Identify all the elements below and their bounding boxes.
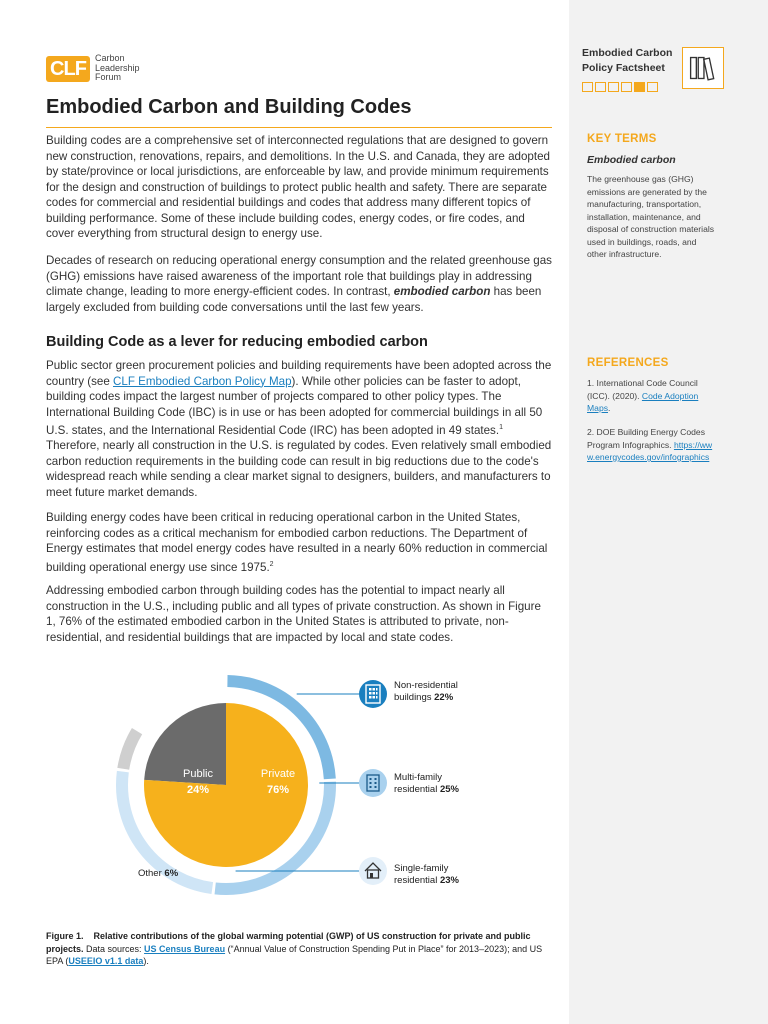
policy-map-link[interactable]: CLF Embodied Carbon Policy Map xyxy=(113,374,292,388)
paragraph-figure-intro: Addressing embodied carbon through building codes has the potential to impact nearly all construction in the U.S., including public and all types of private construction. As shown in Figure 1, 76% of the estimated embodied carbon in the United States is attributed to private, non-residential, and residential buildings that are impacted by local and state codes. xyxy=(46,584,541,644)
private-label: Private 76% xyxy=(260,768,296,796)
books-icon xyxy=(682,47,724,89)
progress-step xyxy=(647,82,658,92)
public-label: Public 24% xyxy=(183,768,213,796)
embodied-carbon-emphasis: embodied carbon xyxy=(393,285,491,298)
outer-arc-other xyxy=(123,731,137,769)
reference-2: 2. DOE Building Energy Codes Program Infographics. https://www.energycodes.gov/infographics xyxy=(587,427,713,462)
multifamily-label: Multi-family residential 25% xyxy=(394,772,459,795)
nonresidential-label: Non-residential buildings 22% xyxy=(394,680,458,703)
other-label: Other 6% xyxy=(138,868,179,879)
singlefamily-value: 23% xyxy=(439,875,459,886)
sidebar xyxy=(569,0,768,1024)
progress-step xyxy=(634,82,645,92)
nonresidential-value: 22% xyxy=(434,692,454,703)
figure-1 xyxy=(46,660,552,900)
paragraph-intro: Building codes are a comprehensive set of interconnected regulations that are designed to govern new construction, renovations, repairs, and demolitions. In the U.S. and Canada, they are adopted by state/province or local jurisdictions, are enforceable by law, and provide minimum requirements for the design and construction of buildings to protect public health and safety. There are separate codes for commercial and residential buildings and codes that address many different topics of building performance. Some of these include building codes, energy codes, or fire codes, and cover everything from structural design to energy use. xyxy=(46,134,550,240)
apartment-building-icon xyxy=(359,769,387,797)
footnote-2[interactable]: 2 xyxy=(269,560,274,568)
clf-logo xyxy=(46,54,206,88)
factsheet-title: Embodied Carbon Policy Factsheet xyxy=(582,47,673,74)
figure-caption: Figure 1. Relative contributions of the global warming potential (GWP) of US construction for private and public projects. Data sources: US Census Bureau (“Annual Value of Construction Spending Put in Place” for 2013–2023); and US EPA (USEEIO v1.1 data). xyxy=(46,931,543,966)
paragraph-procurement: Public sector green procurement policies and building requirements have been adopted across the country (see CLF Embodied Carbon Policy Map). While other policies can be faster to adopt, building codes impact the largest number of projects compared to other policy types. The International Building Code (IBC) is in use or has been adopted for commercial buildings in all 50 U.S. states, and the International Residential Code (IRC) has been adopted in 49 states.$^1$ Therefore, nearly all construction in the U.S. is regulated by codes. Even relatively small embodied carbon reduction requirements in the building code can result in big reductions due to the code's widespread reach while sending a clear market signal to designers, builders, and manufacturers to meet future market demands. xyxy=(46,359,552,499)
code-adoption-maps-link[interactable]: Code Adoption Maps xyxy=(587,390,699,413)
term-embodied-carbon: Embodied carbon xyxy=(587,154,676,166)
factsheet-progress xyxy=(582,82,658,92)
singlefamily-label: Single-family residential 23% xyxy=(394,863,459,886)
other-value: 6% xyxy=(164,868,179,879)
useeio-link[interactable]: USEEIO v1.1 data xyxy=(68,956,144,966)
public-value: 24% xyxy=(186,784,210,796)
section-heading: Building Code as a lever for reducing embodied carbon xyxy=(46,334,428,350)
multifamily-value: 25% xyxy=(439,784,459,795)
logo-mark: CLF xyxy=(46,56,90,82)
references-heading: REFERENCES xyxy=(587,357,669,369)
key-terms-heading: KEY TERMS xyxy=(587,133,657,145)
census-link[interactable]: US Census Bureau xyxy=(144,943,226,954)
paragraph-energy-codes: Building energy codes have been critical in reducing operational carbon in the United States, reinforcing codes as a critical mechanism for embodied carbon reductions. The Department of Energy estimates that model energy codes have resulted in a nearly 60% reduction in commercial building operational energy use since 1975.$^2$ xyxy=(46,511,548,574)
paragraph-research: Decades of research on reducing operational energy consumption and the related greenhouse gas (GHG) emissions have raised awareness of the important role that buildings play in addressing climate change, leading to more energy-efficient codes. In contrast, embodied carbon has been largely excluded from building code conversations until the last few years. xyxy=(46,254,552,314)
reference-1: 1. International Code Council (ICC). (2020). Code Adoption Maps. xyxy=(587,378,699,413)
private-value: 76% xyxy=(266,784,290,796)
progress-step xyxy=(621,82,632,92)
progress-step xyxy=(608,82,619,92)
energycodes-link[interactable]: https://www.energycodes.gov/infographics xyxy=(587,439,713,462)
house-icon xyxy=(359,857,387,885)
progress-step xyxy=(582,82,593,92)
office-building-icon xyxy=(359,680,387,708)
footnote-1[interactable]: 1 xyxy=(499,424,503,431)
logo-text: Carbon Leadership Forum xyxy=(95,53,140,82)
term-definition: The greenhouse gas (GHG) emissions are generated by the manufacturing, transportation, installation, maintenance, and disposal of construction materials used in buildings, roads, and other infrastructure. xyxy=(587,174,715,259)
progress-step xyxy=(595,82,606,92)
page-title: Embodied Carbon and Building Codes xyxy=(46,96,552,128)
